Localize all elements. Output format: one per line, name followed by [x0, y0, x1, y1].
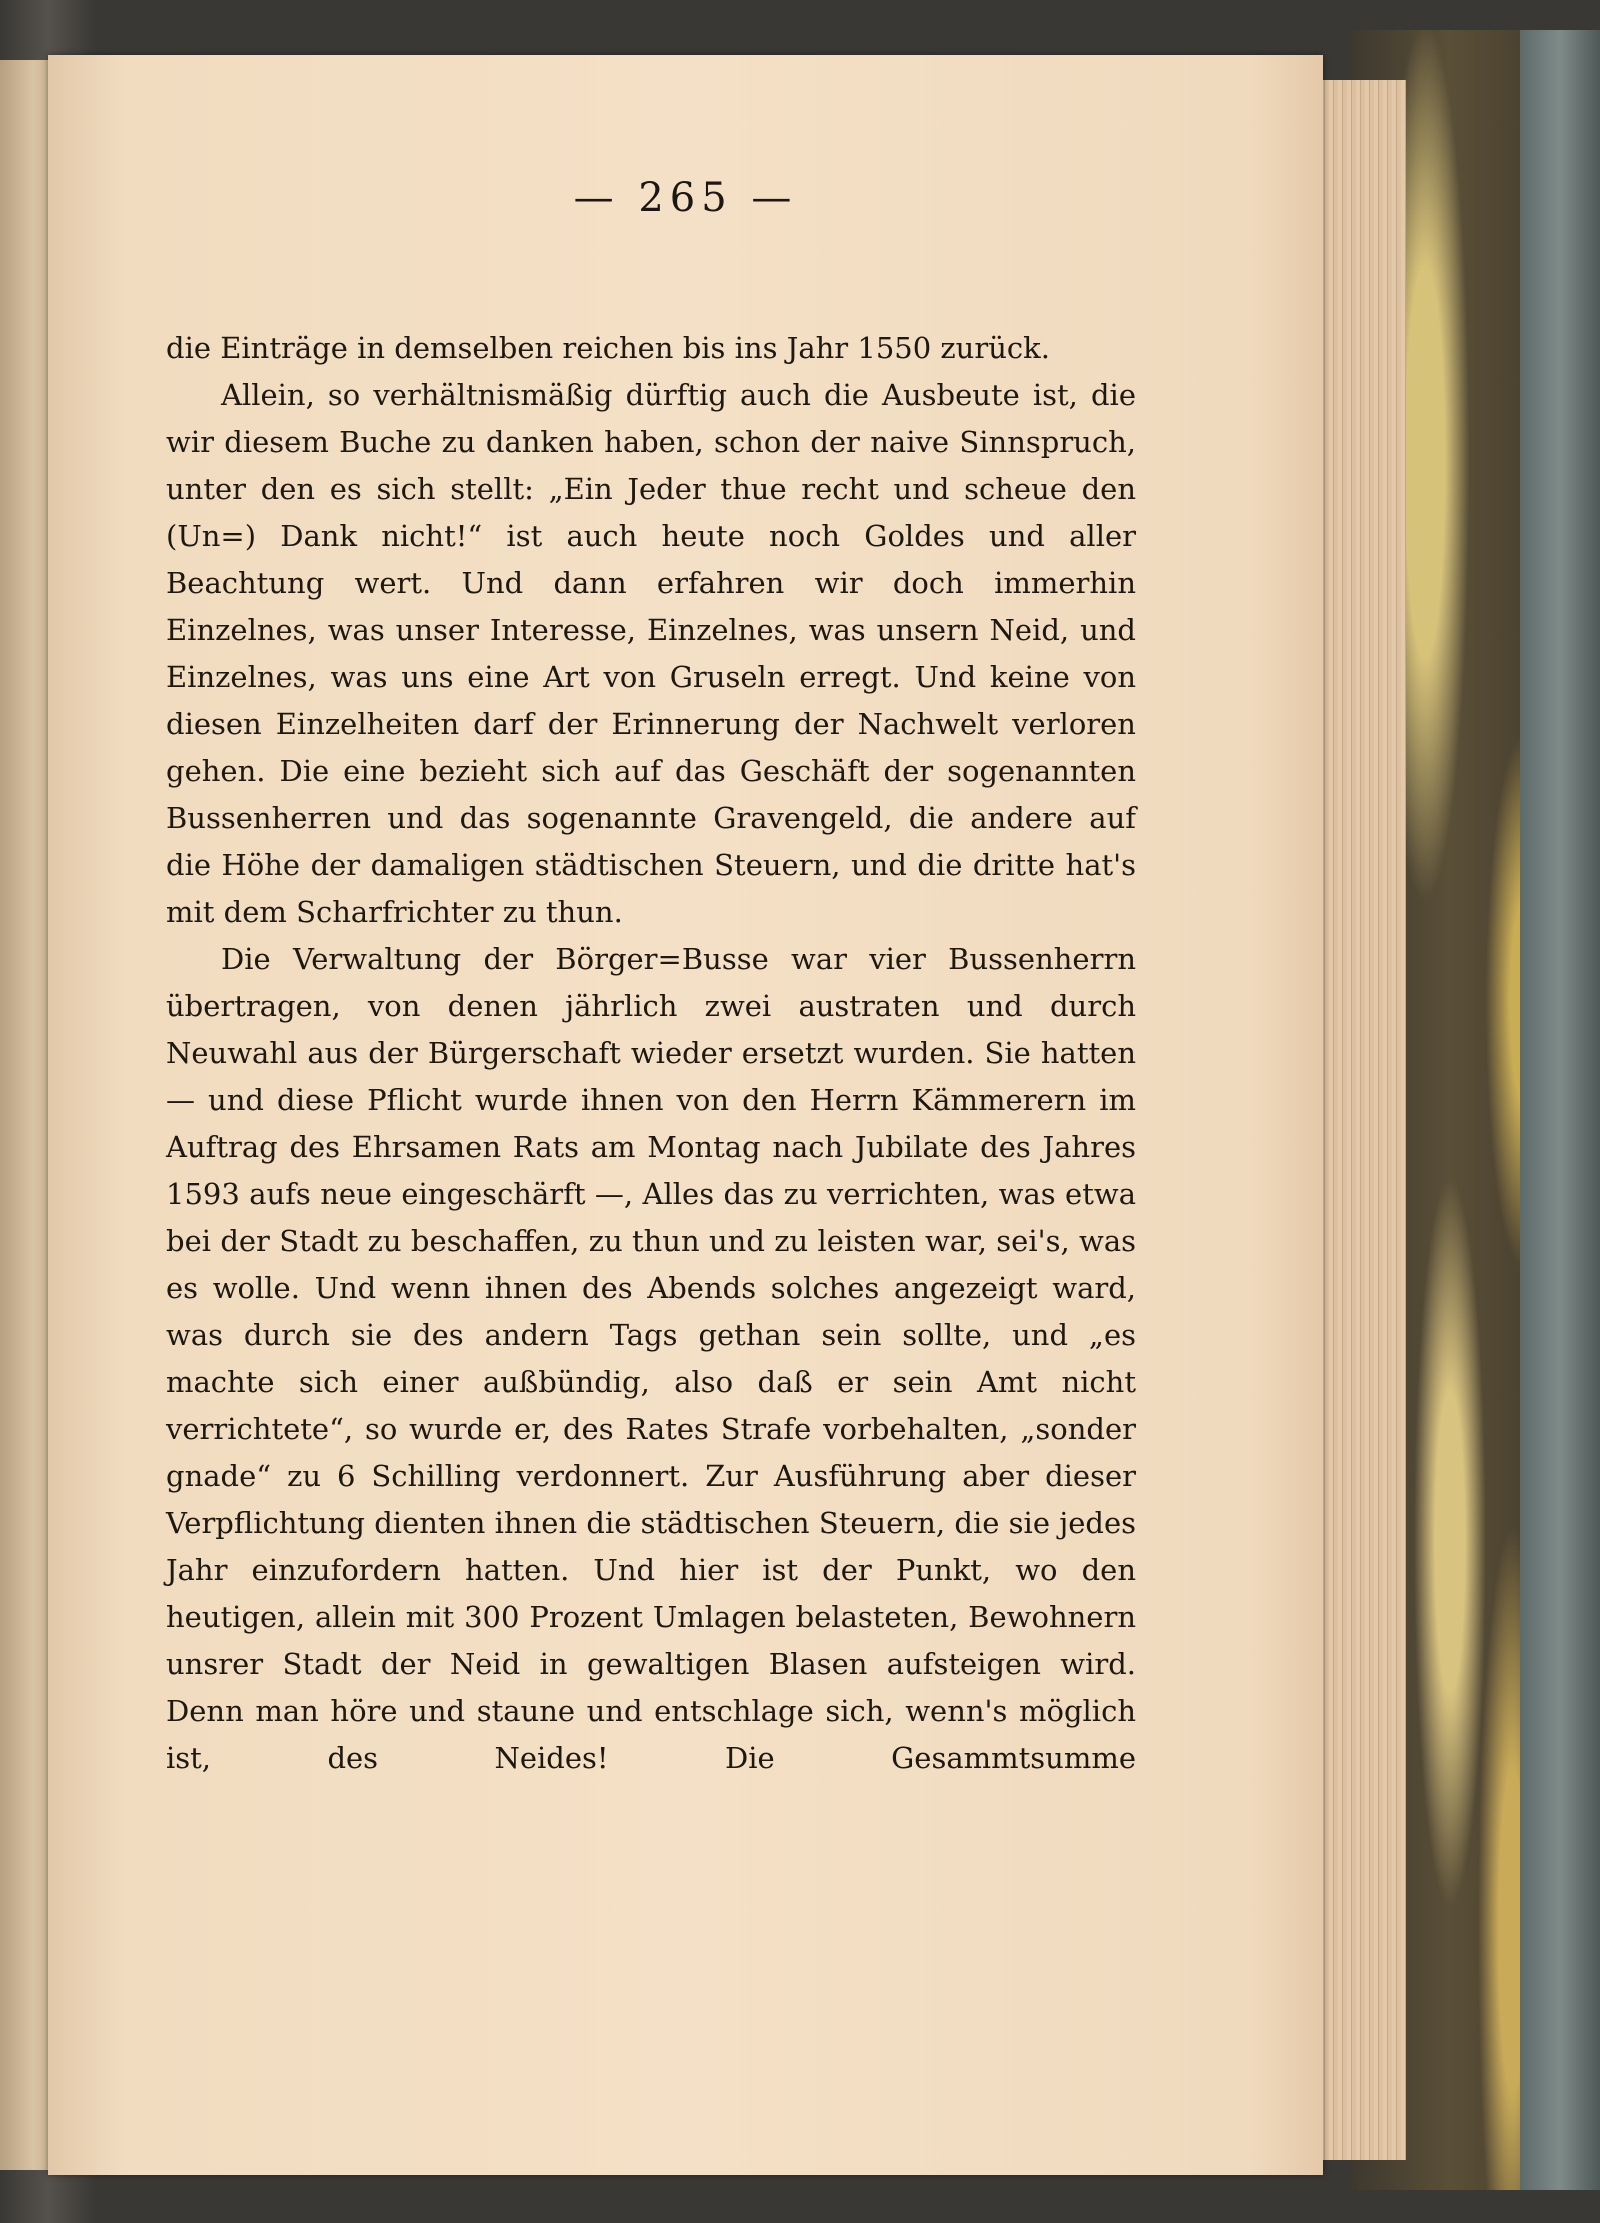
cover-spine-edge [1520, 30, 1600, 2190]
paragraph-2: Allein, so verhältnismäßig dürftig auch die Ausbeute ist, die wir diesem Buche zu danken haben, schon der naive Sinnspruch, unter den es sich stellt: „Ein Jeder thue recht und scheue den (Un=) Dank nicht!“ ist auch heute noch Goldes und aller Beachtung wert. Und dann erfahren wir doch immerhin Einzelnes, was unser Interesse, Einzelnes, was unsern Neid, und Einzelnes, was uns eine Art von Gruseln erregt. Und keine von diesen Einzelheiten darf der Erinnerung der Nachwelt verloren gehen. Die eine bezieht sich auf das Geschäft der sogenannten Bussenherren und das sogenannte Gravengeld, die andere auf die Höhe der damaligen städtischen Steuern, und die dritte hat's mit dem Scharfrichter zu thun. [166, 378, 1136, 929]
paragraph-1: die Einträge in demselben reichen bis ins Jahr 1550 zurück. [166, 331, 1050, 365]
page-edges [1310, 80, 1406, 2160]
book-page [48, 55, 1323, 2175]
page-number: — 265 — [573, 175, 798, 221]
paragraph-3: Die Verwaltung der Börger=Busse war vier Bussenherrn übertragen, von denen jährlich zwei austraten und durch Neuwahl aus der Bürgerschaft wieder ersetzt wurden. Sie hatten — und diese Pflicht wurde ihnen von den Herrn Kämmerern im Auftrag des Ehrsamen Rats am Montag nach Jubilate des Jahres 1593 aufs neue eingeschärft —, Alles das zu verrichten, was etwa bei der Stadt zu beschaffen, zu thun und zu leisten war, sei's, was es wolle. Und wenn ihnen des Abends solches angezeigt ward, was durch sie des andern Tags gethan sein sollte, und „es machte sich einer außbündig, also daß er sein Amt nicht verrichtete“, so wurde er, des Rates Strafe vorbehalten, „sonder gnade“ zu 6 Schilling verdonnert. Zur Ausführung aber dieser Verpflichtung dienten ihnen die städtischen Steuern, die sie jedes Jahr einzufordern hatten. Und hier ist der Punkt, wo den heutigen, allein mit 300 Prozent Umlagen belasteten, Bewohnern unsrer Stadt der Neid in gewaltigen Blasen aufsteigen wird. Denn man höre und staune und entschlage sich, wenn's möglich ist, des Neides! Die Gesammtsumme [166, 942, 1136, 1775]
body-text [166, 325, 1136, 1782]
